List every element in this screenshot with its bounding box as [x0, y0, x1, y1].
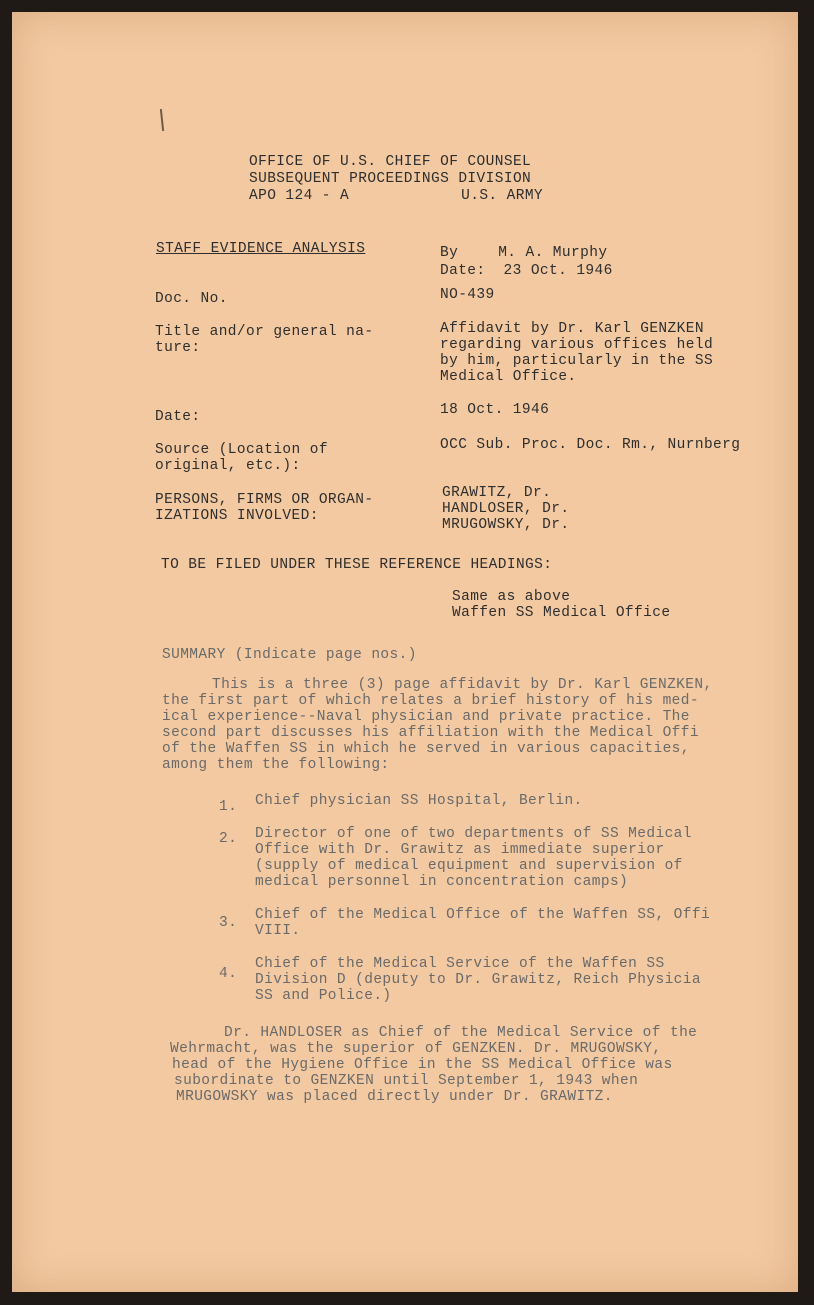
header-line-1: OFFICE OF U.S. CHIEF OF COUNSEL — [249, 154, 532, 170]
summary-item-4-line-2: Division D (deputy to Dr. Grawitz, Reich Physicia — [255, 972, 701, 988]
filed-under-label: TO BE FILED UNDER THESE REFERENCE HEADINGS: — [161, 557, 553, 573]
summary-item-1-line-1: Chief physician SS Hospital, Berlin. — [255, 793, 583, 809]
source-label-line-2: original, etc.): — [155, 458, 301, 474]
summary-item-2-line-4: medical personnel in concentration camps) — [255, 874, 629, 890]
summary-item-2-line-3: (supply of medical equipment and supervision of — [255, 858, 683, 874]
staff-evidence-title: STAFF EVIDENCE ANALYSIS — [156, 241, 366, 257]
doc-no-label: Doc. No. — [155, 291, 228, 307]
title-value-line-2: regarding various offices held — [440, 337, 714, 353]
doc-no-value: NO-439 — [440, 287, 495, 303]
date-label: Date: — [155, 409, 201, 425]
filed-under-value-1: Same as above — [452, 589, 571, 605]
summary-item-2-line-2: Office with Dr. Grawitz as immediate superior — [255, 842, 665, 858]
summary-closing-line-2: Wehrmacht, was the superior of GENZKEN. Dr. MRUGOWSKY, — [170, 1041, 662, 1057]
summary-intro-line-1: This is a three (3) page affidavit by Dr. Karl GENZKEN, — [212, 677, 713, 693]
summary-intro-line-6: among them the following: — [162, 757, 390, 773]
by-label: By — [440, 245, 459, 261]
author-block — [440, 246, 613, 282]
summary-closing-line-4: subordinate to GENZKEN until September 1, 1943 when — [174, 1073, 639, 1089]
summary-closing-line-3: head of the Hygiene Office in the SS Medical Office was — [172, 1057, 673, 1073]
summary-item-3-line-1: Chief of the Medical Office of the Waffen SS, Offi — [255, 907, 711, 923]
summary-intro-line-5: of the Waffen SS in which he served in various capacities, — [162, 741, 690, 757]
summary-item-3-line-2: VIII. — [255, 923, 301, 939]
document-page — [12, 12, 798, 1292]
source-value: OCC Sub. Proc. Doc. Rm., Nurnberg — [440, 437, 741, 453]
summary-closing-line-5: MRUGOWSKY was placed directly under Dr. GRAWITZ. — [176, 1089, 613, 1105]
filed-under-value-2: Waffen SS Medical Office — [452, 605, 671, 621]
title-value-line-1: Affidavit by Dr. Karl GENZKEN — [440, 321, 704, 337]
header-line-3 — [249, 189, 543, 206]
summary-item-4-number: 4. — [219, 966, 238, 982]
title-label-line-1: Title and/or general na- — [155, 324, 374, 340]
analysis-date-label: Date: — [440, 263, 486, 279]
date-value: 18 Oct. 1946 — [440, 402, 550, 418]
header-apo: APO 124 - A — [249, 188, 350, 204]
summary-item-1-number: 1. — [219, 799, 238, 815]
persons-label-line-1: PERSONS, FIRMS OR ORGAN- — [155, 492, 374, 508]
summary-intro-line-2: the first part of which relates a brief history of his med- — [162, 693, 699, 709]
pencil-mark — [160, 109, 164, 131]
summary-intro-line-3: ical experience--Naval physician and private practice. The — [162, 709, 690, 725]
summary-item-4-line-1: Chief of the Medical Service of the Waffen SS — [255, 956, 665, 972]
title-value-line-3: by him, particularly in the SS — [440, 353, 714, 369]
analysis-date-value: 23 Oct. 1946 — [503, 263, 613, 279]
persons-value-2: HANDLOSER, Dr. — [442, 501, 570, 517]
summary-intro-line-4: second part discusses his affiliation with the Medical Offi — [162, 725, 699, 741]
header-army: U.S. ARMY — [461, 188, 544, 204]
office-header — [249, 155, 543, 206]
by-value: M. A. Murphy — [498, 245, 608, 261]
summary-item-2-number: 2. — [219, 831, 238, 847]
summary-item-2-line-1: Director of one of two departments of SS Medical — [255, 826, 692, 842]
persons-value-3: MRUGOWSKY, Dr. — [442, 517, 570, 533]
summary-item-4-line-3: SS and Police.) — [255, 988, 392, 1004]
source-label-line-1: Source (Location of — [155, 442, 328, 458]
summary-closing-line-1: Dr. HANDLOSER as Chief of the Medical Service of the — [224, 1025, 698, 1041]
header-line-2: SUBSEQUENT PROCEEDINGS DIVISION — [249, 171, 532, 187]
title-value-line-4: Medical Office. — [440, 369, 577, 385]
persons-value-1: GRAWITZ, Dr. — [442, 485, 552, 501]
persons-label-line-2: IZATIONS INVOLVED: — [155, 508, 319, 524]
summary-heading: SUMMARY (Indicate page nos.) — [162, 647, 417, 663]
summary-item-3-number: 3. — [219, 915, 238, 931]
title-label-line-2: ture: — [155, 340, 201, 356]
